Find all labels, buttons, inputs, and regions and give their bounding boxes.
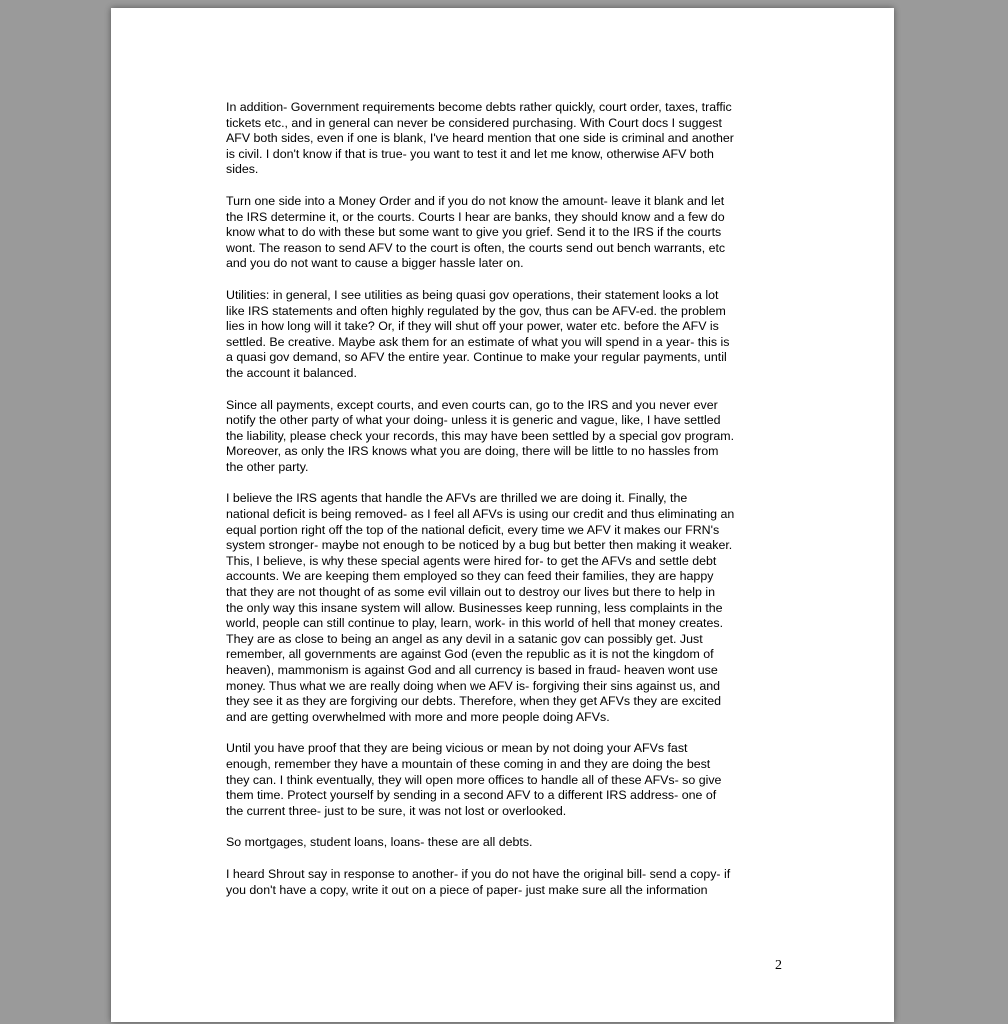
paragraph-money-order: Turn one side into a Money Order and if you do not know the amount- leave it blank and let the IRS determine it, or the courts. Courts I hear are banks, they should know and a few do know what to do with these but some want to give you grief. Send it to the IRS if the courts wont. The reason to send AFV to the court is often, the courts send out bench warrants, etc and you do not want to cause a bigger hassle later on.	[226, 193, 726, 271]
paragraph-proof: Until you have proof that they are being vicious or mean by not doing your AFVs fast enough, remember they have a mountain of these coming in and they are doing the best they can. I think eventually, they will open more offices to handle all of these AFVs- so give them time. Protect yourself by sending in a second AFV to a different IRS address- one of the current three- just to be sure, it was not lost or overlooked.	[226, 741, 722, 818]
paragraph-government-requirements: In addition- Government requirements become debts rather quickly, court order, taxes, traffic tickets etc., and in general can never be considered purchasing. With Court docs I suggest AFV both sides, even if one is blank, I've heard mention that one side is criminal and another is civil. I don't know if that is true- you want to test it and let me know, otherwise AFV both sides.	[226, 100, 734, 177]
paragraph-irs-agents: I believe the IRS agents that handle the AFVs are thrilled we are doing it. Finally, the national deficit is being removed- as I feel all AFVs is using our credit and thus eliminating an equal portion right off the top of the national deficit, every time we AFV it makes our FRN's system stronger- maybe not enough to be noticed by a bug but better then making it weaker. This, I believe, is why these special agents were hired for- to get the AFVs and settle debt accounts. We are keeping them employed so they can feed their families, they are happy that they are not thought of as some evil villain out to destroy our lives but there to help in the only way this insane system will allow. Businesses keep running, less complaints in the world, people can still continue to play, learn, work- in this world of hell that money creates. They are as close to being an angel as any devil in a satanic gov can possibly get. Just remember, all governments are against God (even the republic as it is not the kingdom of heaven), mammonism is against God and all currency is based in fraud- heaven wont use money. Thus what we are really doing when we AFV is- forgiving their sins against us, and they see it as they are forgiving our debts. Therefore, when they get AFVs they are excited and are getting overwhelmed with more and more people doing AFVs.	[226, 491, 735, 724]
paragraph-payments: Since all payments, except courts, and even courts can, go to the IRS and you never ever notify the other party of what your doing- unless it is generic and vague, like, I have settled the liability, please check your records, this may have been settled by a special gov program. Moreover, as only the IRS knows what you are doing, there will be little to no hassles from the other party.	[226, 397, 735, 474]
paragraph-utilities: Utilities: in general, I see utilities as being quasi gov operations, their statement looks a lot like IRS statements and often highly regulated by the gov, thus can be AFV-ed. the problem lies in how long will it take? Or, if they will shut off your power, water etc. before the AFV is settled. Be creative. Maybe ask them for an estimate of what you will spend in a year- this is a quasi gov demand, so AFV the entire year. Continue to make your regular payments, until the account it balanced.	[226, 287, 730, 380]
page-number: 2	[775, 958, 782, 973]
document-page	[111, 8, 894, 1022]
paragraph-shrout: I heard Shrout say in response to another- if you do not have the original bill- send a copy- if you don't have a copy, write it out on a piece of paper- just make sure all the information	[226, 866, 731, 897]
paragraph-mortgages: So mortgages, student loans, loans- these are all debts.	[226, 835, 533, 850]
page-body	[226, 100, 782, 914]
